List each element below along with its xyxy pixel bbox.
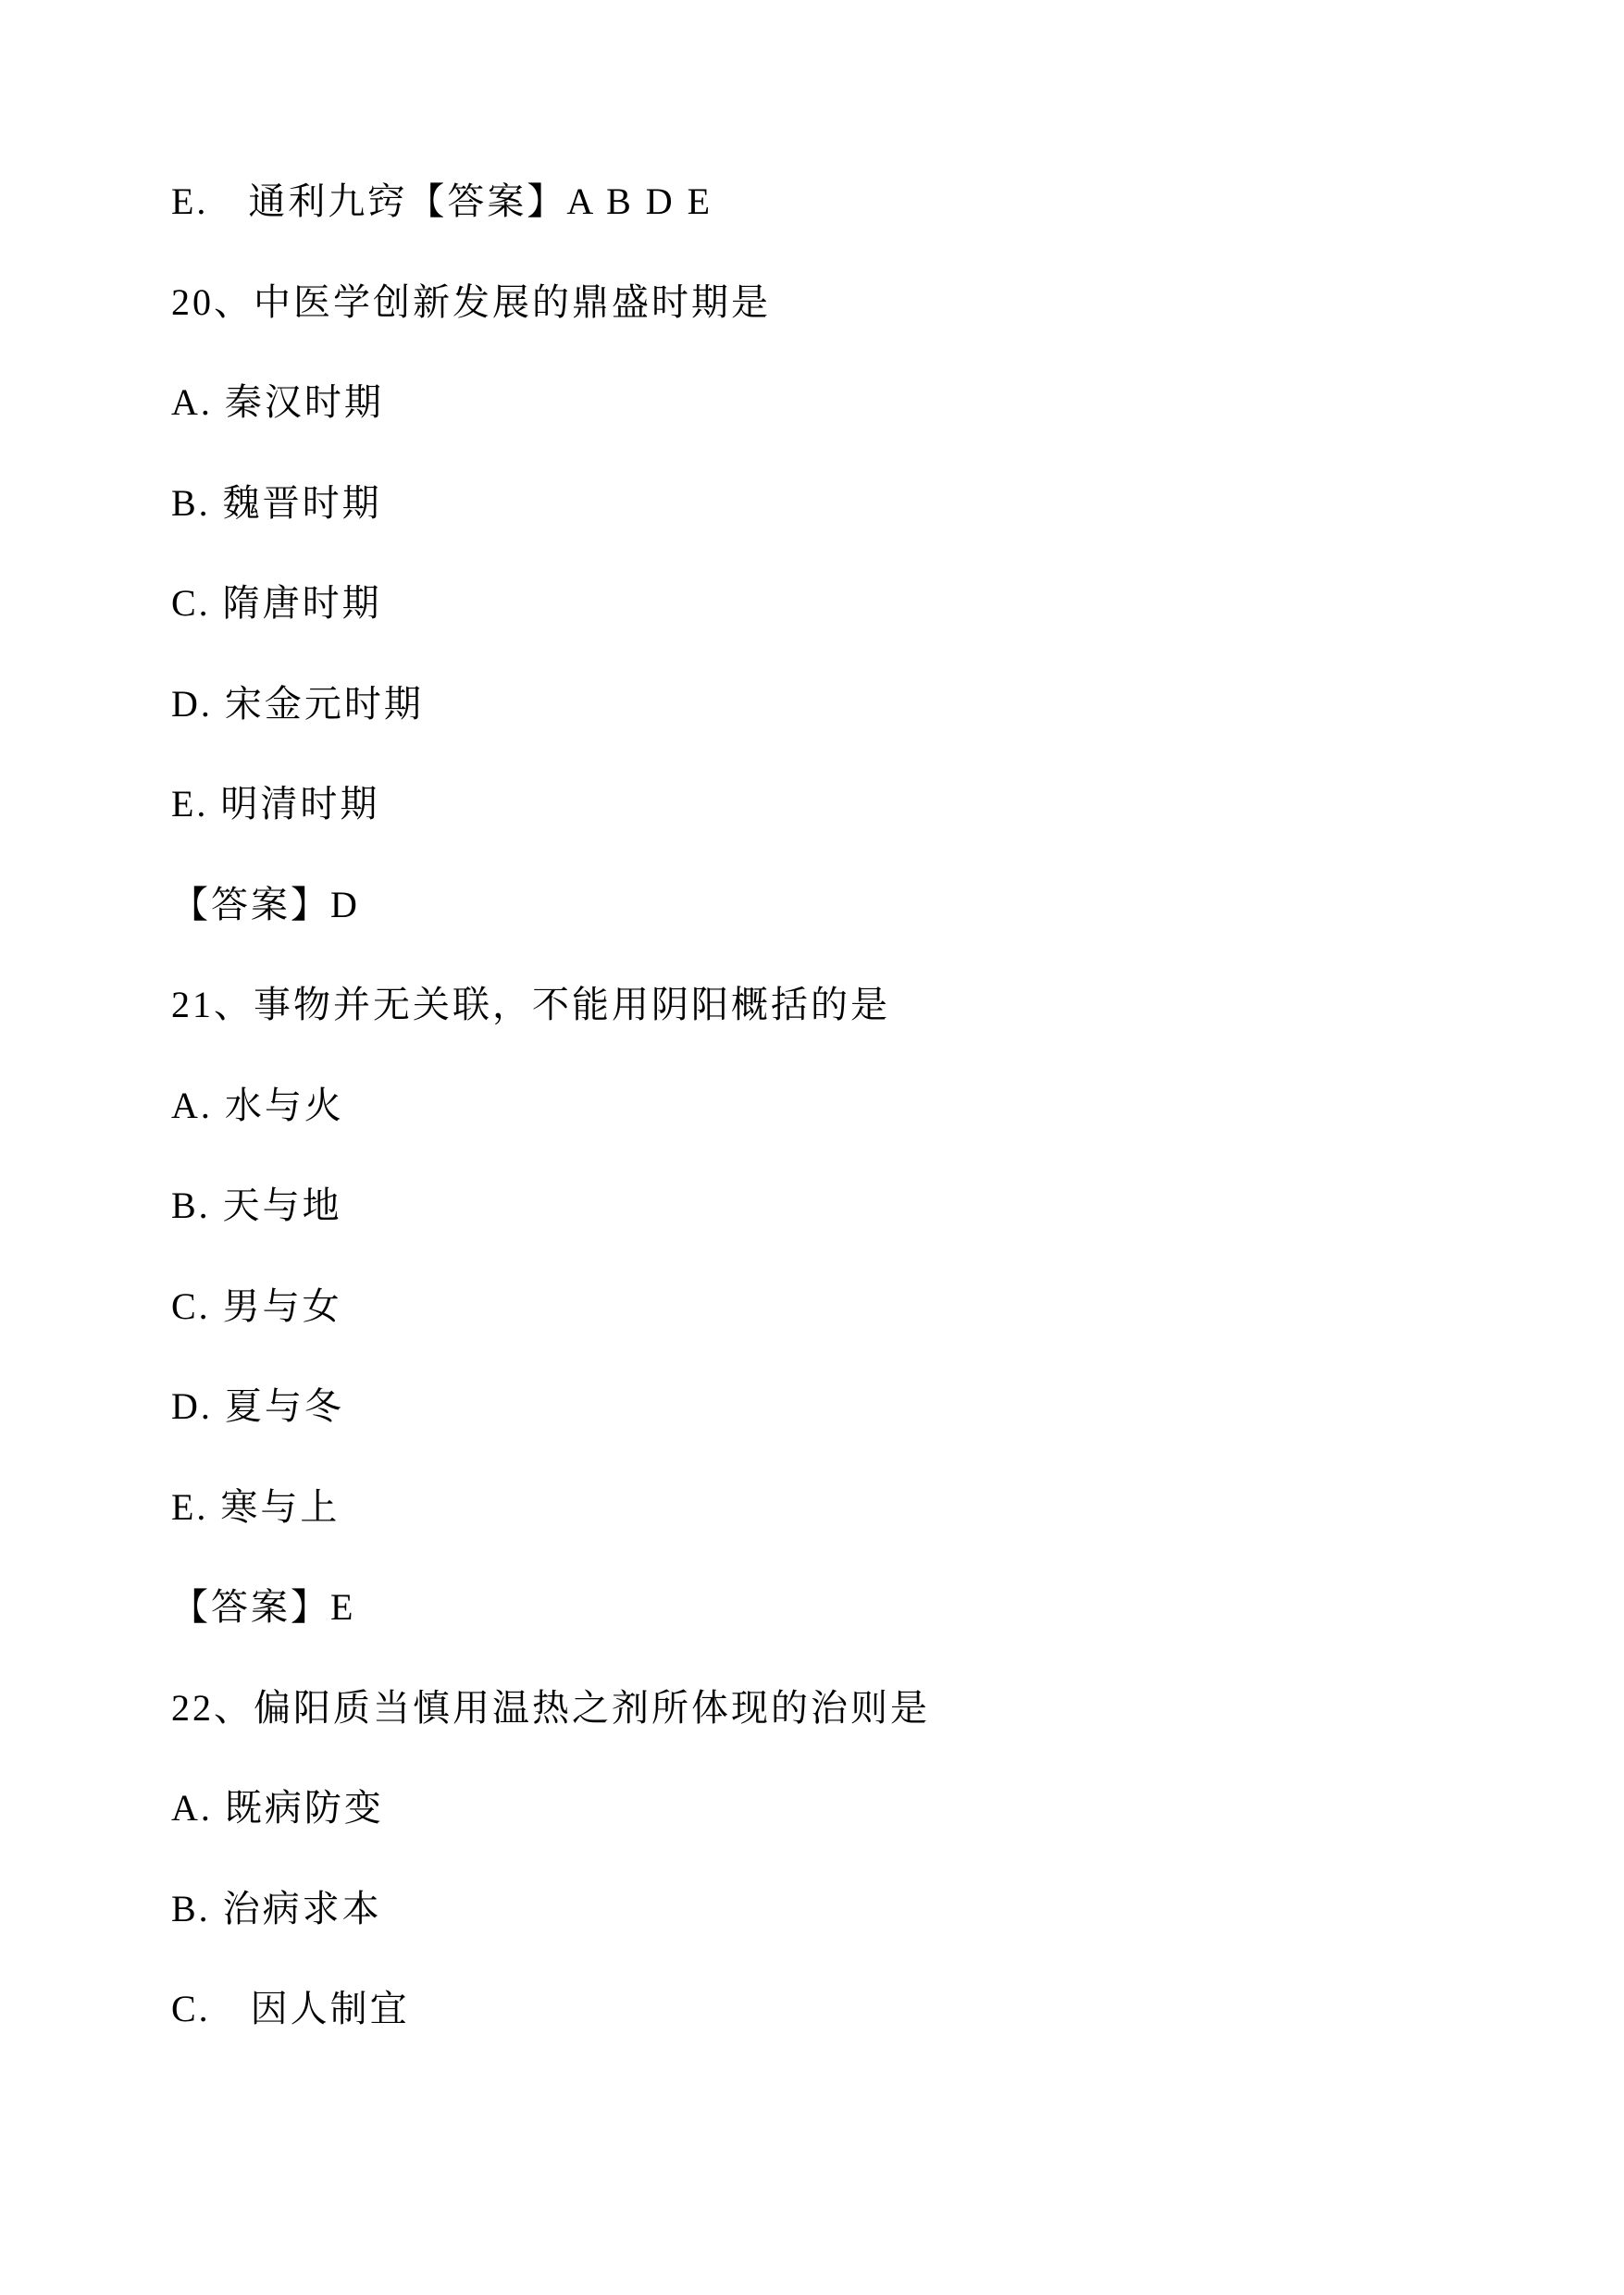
question-20-option-e: E. 明清时期 xyxy=(171,783,380,825)
question-21-answer-line: 【答案】E xyxy=(171,1586,356,1628)
question-20-option-a: A. 秦汉时期 xyxy=(171,381,384,423)
question-21-option-d: D. 夏与冬 xyxy=(171,1385,344,1427)
question-20-answer-line: 【答案】D xyxy=(171,883,360,925)
question-21-option-c: C. 男与女 xyxy=(171,1284,342,1327)
question-22-option-c: C. 因人制宜 xyxy=(171,1988,410,2029)
question-22-stem: 22、偏阳质当慎用温热之剂所体现的治则是 xyxy=(171,1686,930,1729)
option-answer-line: E. 通利九窍【答案】A B D E xyxy=(171,180,713,222)
question-21-option-a: A. 水与火 xyxy=(171,1084,344,1126)
question-20-stem: 20、中医学创新发展的鼎盛时期是 xyxy=(171,280,771,323)
question-21-option-e: E. 寒与上 xyxy=(171,1485,341,1528)
question-22-option-a: A. 既病防变 xyxy=(171,1787,384,1829)
question-20-option-b: B. 魏晋时期 xyxy=(171,481,382,524)
question-20-option-d: D. 宋金元时期 xyxy=(171,682,424,725)
question-20-option-c: C. 隋唐时期 xyxy=(171,582,382,624)
question-22-option-b: B. 治病求本 xyxy=(171,1887,382,1929)
question-21-option-b: B. 天与地 xyxy=(171,1185,342,1226)
question-21-stem: 21、事物并无关联，不能用阴阳概括的是 xyxy=(171,984,890,1025)
